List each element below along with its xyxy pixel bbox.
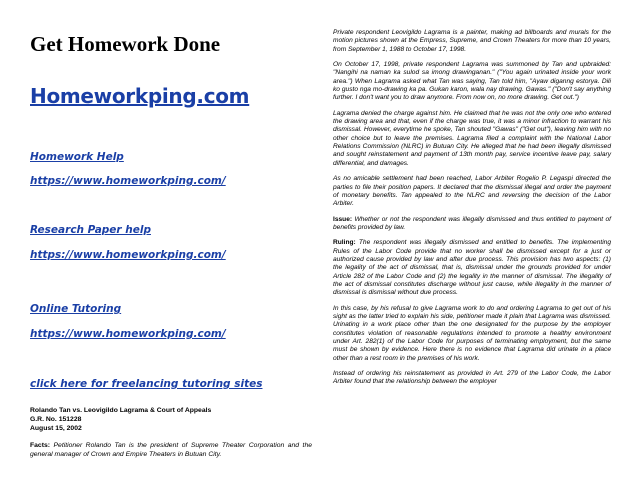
freelancing-tutoring-link[interactable]: click here for freelancing tutoring sites [30,378,263,390]
ruling-label: Ruling: [333,239,356,247]
paragraph-ruling [333,239,611,297]
issue-text: Whether or not the respondent was illegally dismissed and thus entitled to payment of benefits provided by law. [333,215,611,231]
facts-paragraph [30,441,312,460]
online-tutoring-link[interactable]: Online Tutoring [30,303,122,315]
paragraph-incident: On October 17, 1998, private respondent Lagrama was summoned by Tan and upbraided: "Nangihi na naman ka sulod sa imong drawinganan." ("You again urinated inside your work area.") When Lagrama asked what Tan was saying, Tan told him, "Ayaw diganng estorya. Dili ko gusto nga mo-drawing ka pa. Gukan karon, wala nay drawing. Gawas." ("Don't say anything further. I don't want you to draw anymore. From now on, no more drawing. Get out.") [333,61,611,102]
facts-text: Petitioner Rolando Tan is the president of Supreme Theater Corporation and the general manager of Crown and Empire Theaters in Butuan City. [30,442,313,459]
page-title: Get Homework Done [30,32,221,56]
ruling-text: The respondent was illegally dismissed and entitled to benefits. The implementing Rules of the Labor Code provide that no worker shall be dismissed except for a just or authorized cause provided by law and after due process. This provision has two aspects: (1) the legality of the act of dismissal, that is, dismissal under the grounds provided for under Article 282 of the Labor Code and (2) the legality in the manner of dismissal. The illegality of the act of dismissal constitutes discharge without just cause, while illegality in the manner of dismissal is dismissal without due process. [333,239,611,297]
issue-label: Issue: [333,215,353,223]
homework-help-link[interactable]: Homework Help [30,151,124,163]
paragraph-arbiter: As no amicable settlement had been reached, Labor Arbiter Rogelio P. Legaspi directed the parties to file their position papers. It declared that the dismissal illegal and order the payment of monetary benefits. Tan appealed to the NLRC and reversing the decision of the Labor Arbiter. [333,175,611,208]
paragraph-issue [333,216,611,233]
right-column [333,29,611,394]
paragraph-reinstatement: Instead of ordering his reinstatement as provided in Art. 279 of the Labor Code, the Labor Arbiter found that the relationship between the employer [333,370,611,386]
facts-label: Facts: [30,442,51,449]
case-info [30,406,312,433]
homework-help-url-link[interactable]: https://www.homeworkping.com/ [30,175,226,187]
research-paper-url-link[interactable]: https://www.homeworkping.com/ [30,249,226,261]
paragraph-analysis: In this case, by his refusal to give Lagrama work to do and ordering Lagrama to get out of his sight as the latter tried to explain his side, petitioner made it plain that Lagrama was dismissed. Urinating in a work place other than the one designated for the purpose by the employer constitutes violation of reasonable regulations intended to promote a healthy environment under Art. 282(1) of the Labor Code for purposes of terminating employment, but the same must be shown by evidence. Here there is no evidence that Lagrama did urinate in a place other than a rest room in the premises of his work. [333,304,611,362]
case-date: August 15, 2002 [30,425,82,432]
research-paper-help-link[interactable]: Research Paper help [30,224,151,236]
online-tutoring-url-link[interactable]: https://www.homeworkping.com/ [30,328,226,340]
paragraph-complaint: Lagrama denied the charge against him. He claimed that he was not the only one who entered the drawing area and that, even if the charge was true, it was a minor infraction to warrant his dismissal. However, everytime he spoke, Tan shouted "Gawas" ("Get out"), leaving him with no other choice but to leave the premises. Lagrama filed a complaint with the National Labor Relations Commission (NLRC) in Butuan City. He alleged that he had been illegally dismissed and sought reinstatement and payment of 13th month pay, service incentive leave pay, salary differential, and damages. [333,109,611,167]
case-title: Rolando Tan vs. Leovigildo Lagrama & Court of Appeals [30,407,212,414]
left-column [30,32,313,459]
case-gr-number: G.R. No. 151228 [30,416,82,423]
site-link[interactable]: Homeworkping.com [30,84,250,108]
paragraph-respondent: Private respondent Leovigildo Lagrama is a painter, making ad billboards and murals for the motion pictures shown at the Empress, Supreme, and Crown Theaters for more than 10 years, from September 1, 1988 to October 17, 1998. [333,29,611,53]
